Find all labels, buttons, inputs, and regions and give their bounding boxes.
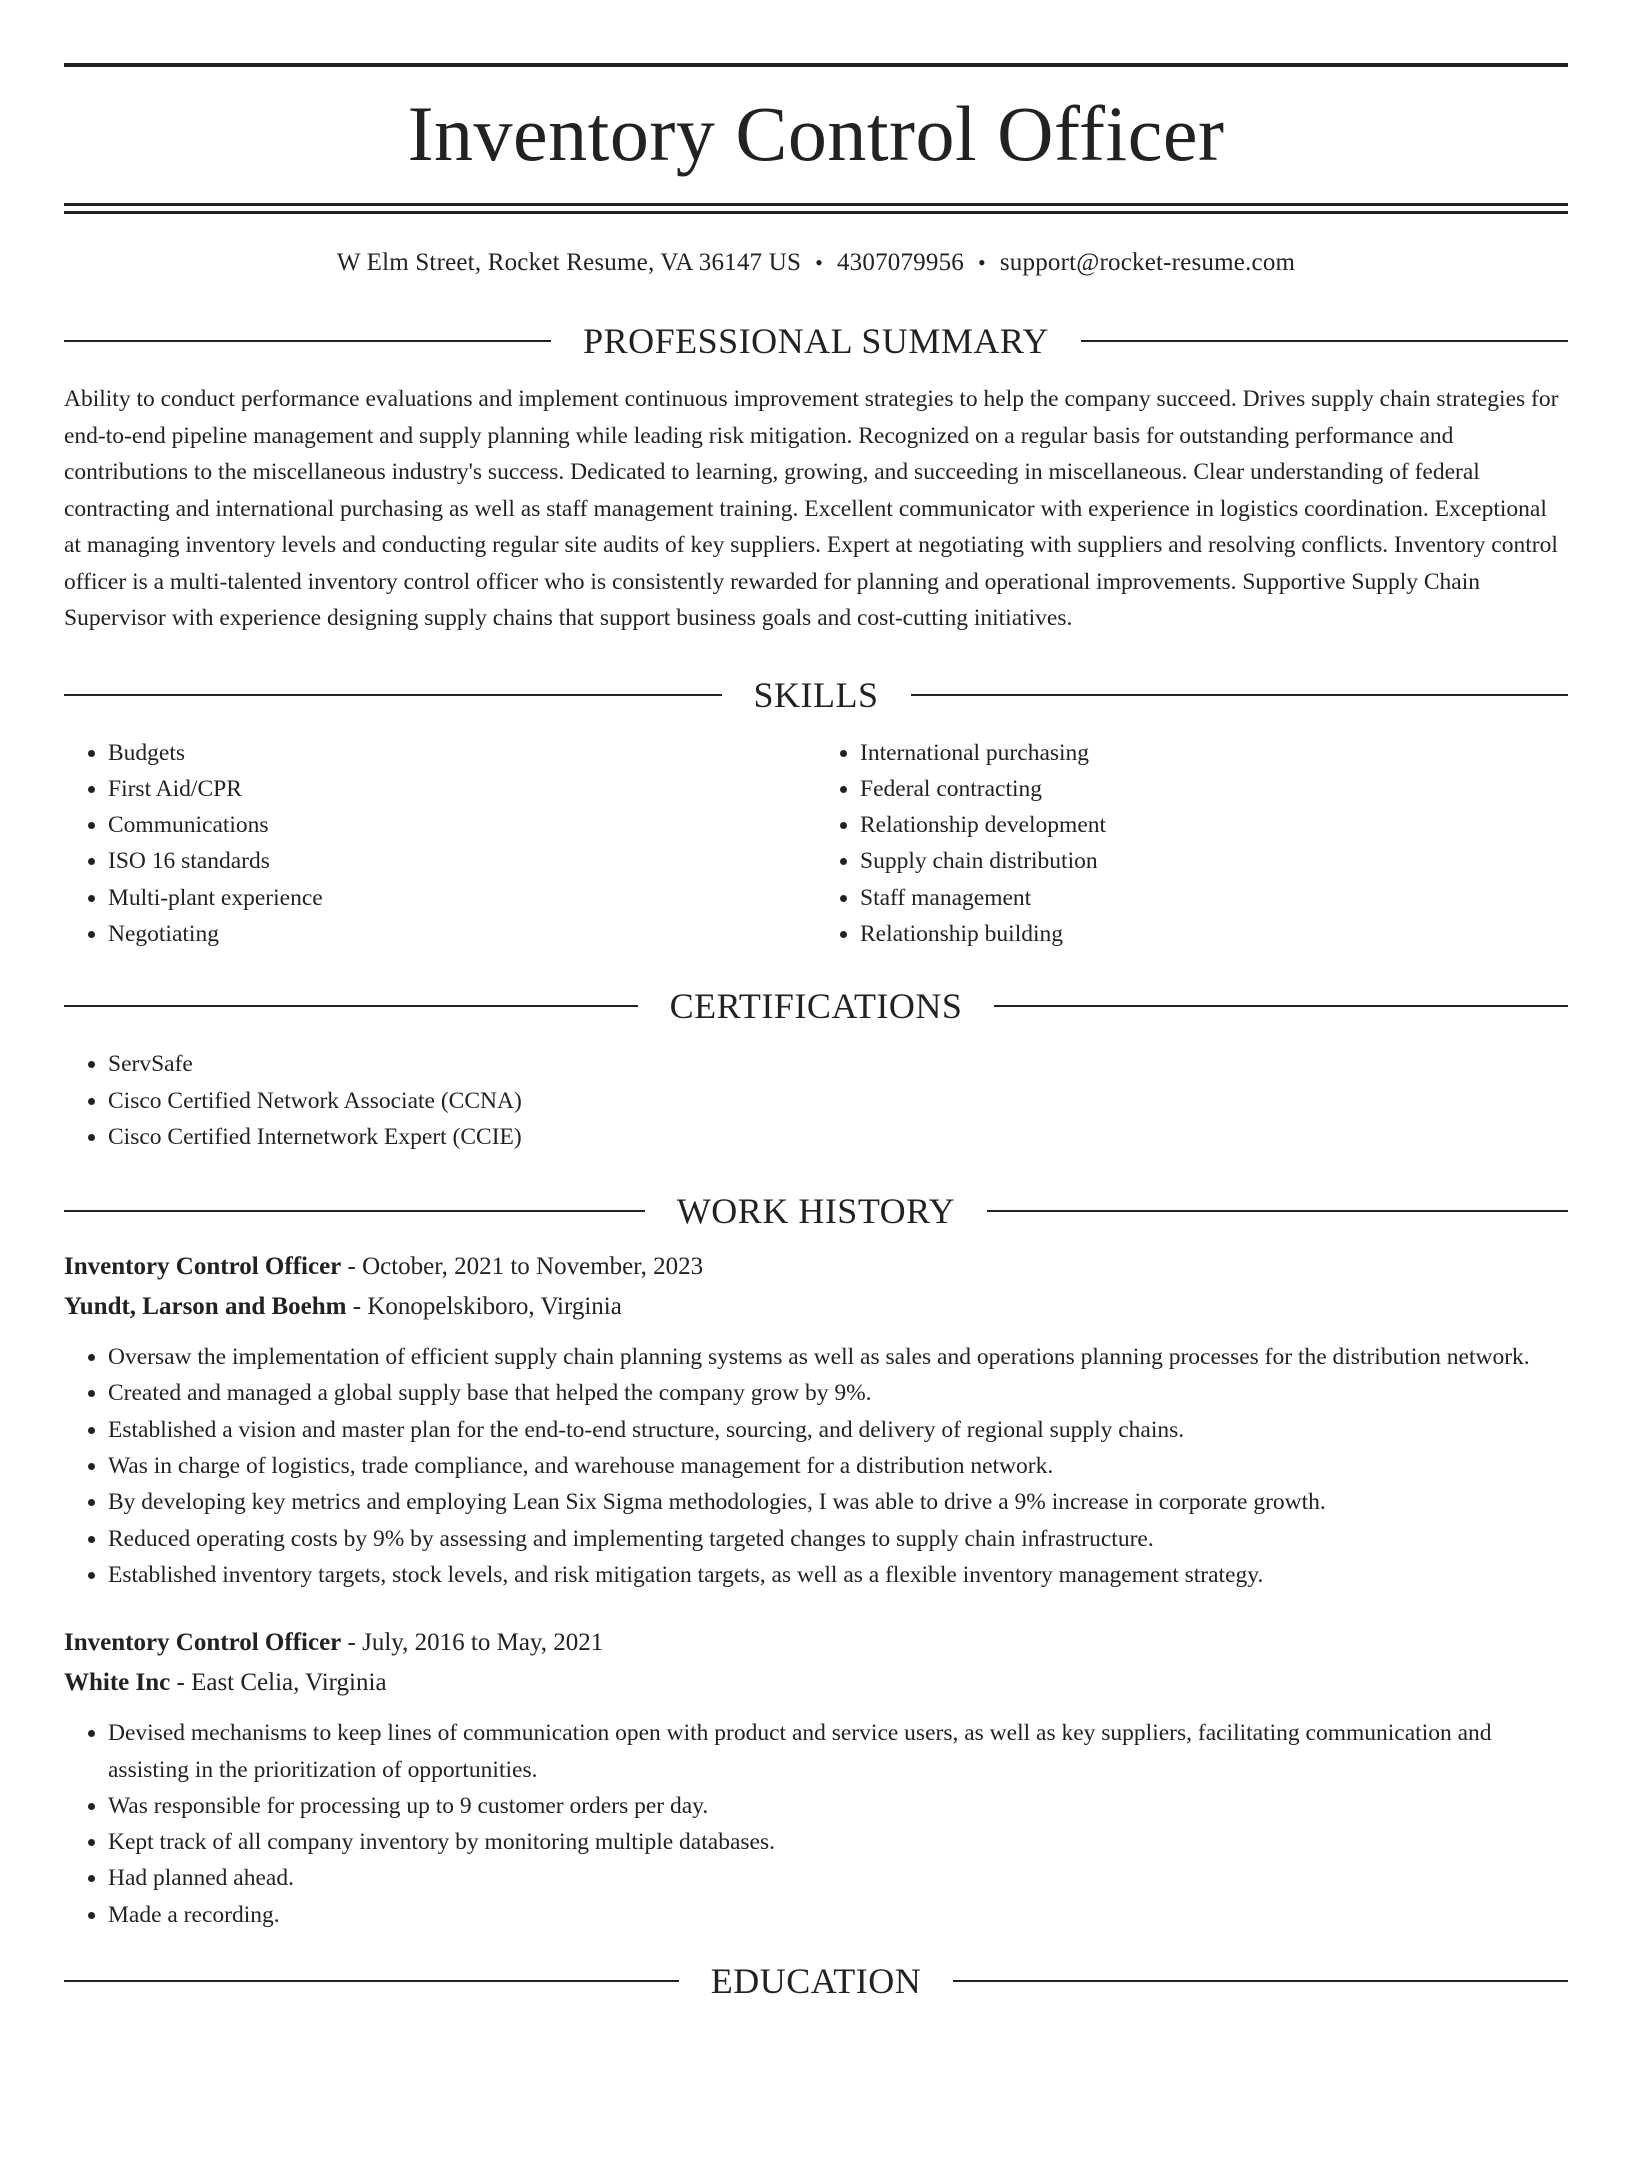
section-heading-education [64,1961,1568,2002]
skill-item: • Supply chain distribution [860,843,1568,879]
summary-text: Ability to conduct performance evaluations and implement continuous improvement strategies to help the company succeed. Drives supply chain strategies for end-to-end pipeline management and supply planning while leading risk mitigation. Recognized on a regular basis for outstanding performance and contributions to the miscellaneous industry's success. Dedicated to learning, growing, and succeeding in miscellaneous. Clear understanding of federal contracting and international purchasing as well as staff management training. Excellent communicator with experience in logistics coordination. Exceptional at managing inventory levels and conducting regular site audits of key suppliers. Expert at negotiating with suppliers and resolving conflicts. Inventory control officer is a multi-talented inventory control officer who is consistently rewarded for planning and operational improvements. Supportive Supply Chain Supervisor with experience designing supply chains that support business goals and cost-cutting initiatives. [64,386,1559,631]
heading-rule-left [64,1005,638,1007]
job-company-line [64,1287,1568,1327]
job-entry [64,1623,1568,1933]
job-bullets [64,1339,1568,1593]
certification-item: • Cisco Certified Network Associate (CCNA) [108,1083,1568,1119]
contact-separator: • [977,250,986,275]
job-title: Inventory Control Officer [64,1253,342,1281]
section-heading-work-history [64,1191,1568,1232]
contact-separator: • [815,250,823,275]
heading-rule-right [953,1980,1568,1982]
skills-list-right [816,735,1568,953]
contact-address: W Elm Street, Rocket Resume, VA 36147 US [336,249,802,276]
skill-item: • International purchasing [860,735,1568,771]
job-company: White Inc [64,1669,171,1697]
skill-item: • Budgets [108,735,816,771]
resume-page [0,63,1632,2175]
skills-columns [64,735,1568,953]
job-location: - Konopelskiboro, Virginia [346,1293,622,1321]
certification-item: • ServSafe [108,1046,1568,1082]
job-dates: - October, 2021 to November, 2023 [341,1253,704,1281]
skill-item: • Negotiating [108,916,816,952]
job-bullet: • Created and managed a global supply base that helped the company grow by 9%. [108,1375,1568,1411]
job-bullets [64,1715,1568,1933]
skills-list-left [64,735,816,953]
job-title-line [64,1623,1568,1663]
contact-line [64,250,1568,275]
job-bullet: • By developing key metrics and employing Lean Six Sigma methodologies, I was able to drive a 9% increase in corporate growth. [108,1484,1568,1520]
contact-phone: 4307079956 [836,249,964,276]
section-heading-label: EDUCATION [710,1961,922,2002]
heading-rule-left [64,1980,679,1982]
skill-item: • Federal contracting [860,771,1568,807]
heading-rule-right [994,1005,1568,1007]
certifications-list [64,1046,1568,1155]
section-heading-label: PROFESSIONAL SUMMARY [583,321,1049,361]
section-heading-label: SKILLS [753,674,879,715]
heading-rule-left [64,340,551,342]
job-location: - East Celia, Virginia [170,1669,387,1697]
job-dates: - July, 2016 to May, 2021 [341,1629,604,1657]
job-bullet: • Oversaw the implementation of efficient supply chain planning systems as well as sales and operations planning processes for the distribution network. [108,1339,1568,1375]
job-company: Yundt, Larson and Boehm [64,1293,347,1321]
skill-item: • Staff management [860,880,1568,916]
job-bullet: • Was in charge of logistics, trade compliance, and warehouse management for a distribution network. [108,1448,1568,1484]
job-entry [64,1247,1568,1593]
title-double-rule [64,203,1568,214]
section-heading-label: WORK HISTORY [676,1191,956,1232]
skill-item: • ISO 16 standards [108,843,816,879]
certification-item: • Cisco Certified Internetwork Expert (CCIE) [108,1119,1568,1155]
job-bullet: • Was responsible for processing up to 9 customer orders per day. [108,1788,1568,1824]
heading-rule-right [987,1210,1568,1212]
job-bullet: • Devised mechanisms to keep lines of communication open with product and service users, as well as key suppliers, facilitating communication and assisting in the prioritization of opportunities. [108,1715,1568,1788]
job-title-line [64,1247,1568,1287]
job-title: Inventory Control Officer [64,1629,342,1657]
job-bullet: • Made a recording. [108,1897,1568,1933]
heading-rule-right [1081,340,1568,342]
heading-rule-right [911,694,1569,696]
skill-item: • First Aid/CPR [108,771,816,807]
skill-item: • Relationship building [860,916,1568,952]
job-bullet: • Established a vision and master plan for the end-to-end structure, sourcing, and delivery of regional supply chains. [108,1412,1568,1448]
top-rule [64,63,1568,67]
section-heading-certifications [64,986,1568,1027]
section-heading-label: CERTIFICATIONS [669,986,963,1027]
job-bullet: • Had planned ahead. [108,1860,1568,1896]
resume-title: Inventory Control Officer [407,90,1225,177]
job-bullet: • Kept track of all company inventory by monitoring multiple databases. [108,1824,1568,1860]
contact-email: support@rocket-resume.com [999,249,1296,276]
section-heading-summary [64,323,1568,359]
section-heading-skills [64,674,1568,715]
job-company-line [64,1663,1568,1703]
skill-item: • Relationship development [860,807,1568,843]
skill-item: • Multi-plant experience [108,880,816,916]
job-bullet: • Reduced operating costs by 9% by assessing and implementing targeted changes to supply chain infrastructure. [108,1521,1568,1557]
skill-item: • Communications [108,807,816,843]
heading-rule-left [64,694,722,696]
heading-rule-left [64,1210,645,1212]
job-bullet: • Established inventory targets, stock levels, and risk mitigation targets, as well as a flexible inventory management strategy. [108,1557,1568,1593]
